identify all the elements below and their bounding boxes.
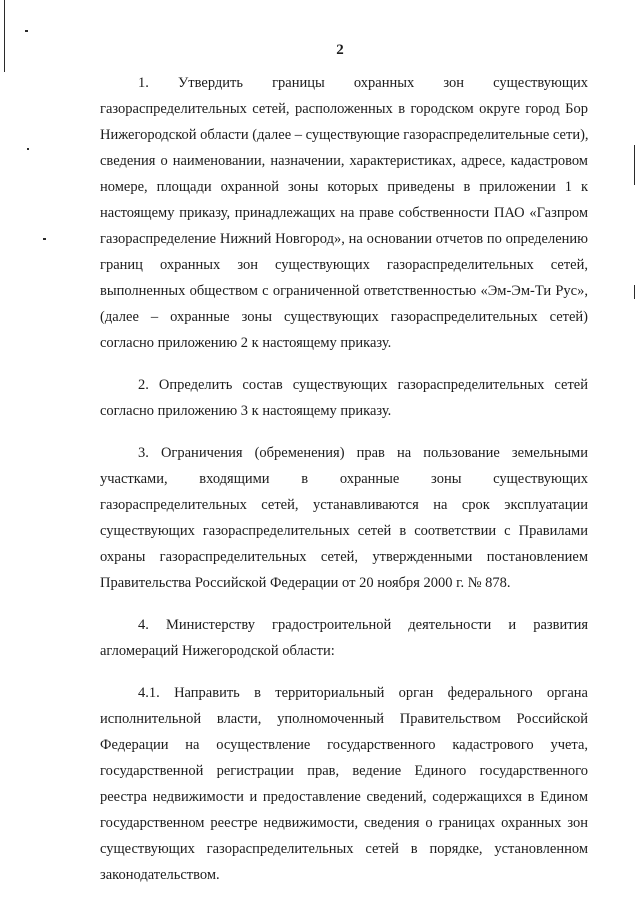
scan-margin-line — [4, 0, 5, 72]
text-line: номере, площади охранной зоны которых приведены в приложении 1 к — [100, 179, 588, 195]
paragraph-3 — [100, 440, 588, 596]
scan-speck — [43, 238, 46, 240]
text-line: газораспределительных сетей, устанавливаются на срок эксплуатации — [100, 497, 588, 513]
text-line: государственном реестре недвижимости, сведения о границах охранных зон — [100, 815, 588, 831]
text-line: согласно приложению 3 к настоящему приказу. — [100, 403, 392, 419]
scan-margin-line — [634, 145, 635, 185]
scan-margin-line — [634, 285, 635, 299]
text-line: сведения о наименовании, назначении, характеристиках, адресе, кадастровом — [100, 153, 588, 169]
scan-speck — [25, 30, 28, 32]
text-line: Правительства Российской Федерации от 20 ноября 2000 г. № 878. — [100, 575, 511, 591]
text-line: 2. Определить состав существующих газораспределительных сетей — [138, 377, 588, 393]
text-line: настоящему приказу, принадлежащих на праве собственности ПАО «Газпром — [100, 205, 588, 221]
text-line: исполнительной власти, уполномоченный Правительством Российской — [100, 711, 588, 727]
paragraph-1 — [100, 70, 588, 356]
paragraph-4 — [100, 612, 588, 664]
text-line: 4. Министерству градостроительной деятельности и развития — [138, 617, 588, 633]
text-line: агломераций Нижегородской области: — [100, 643, 335, 659]
scan-speck — [27, 148, 29, 150]
text-line: границ охранных зон существующих газораспределительных сетей, — [100, 257, 588, 273]
text-line: 3. Ограничения (обременения) прав на пользование земельными — [138, 445, 588, 461]
text-line: газораспределительных сетей, расположенных в городском округе город Бор — [100, 101, 588, 117]
text-line: реестра недвижимости и предоставление сведений, содержащихся в Едином — [100, 789, 588, 805]
text-line: участками, входящими в охранные зоны существующих — [100, 471, 588, 487]
text-line: (далее – охранные зоны существующих газораспределительных сетей) — [100, 309, 588, 325]
text-line: 1. Утвердить границы охранных зон существующих — [138, 75, 588, 91]
text-line: государственной регистрации прав, ведение Единого государственного — [100, 763, 588, 779]
text-line: Федерации на осуществление государственного кадастрового учета, — [100, 737, 588, 753]
text-line: согласно приложению 2 к настоящему приказу. — [100, 335, 392, 351]
text-line: газораспределение Нижний Новгород», на основании отчетов по определению — [100, 231, 588, 247]
paragraph-4-1 — [100, 680, 588, 888]
text-line: законодательством. — [100, 867, 220, 883]
document-body — [100, 70, 588, 904]
text-line: выполненных обществом с ограниченной ответственностью «Эм-Эм-Ти Рус», — [100, 283, 588, 299]
paragraph-2 — [100, 372, 588, 424]
text-line: существующих газораспределительных сетей в порядке, установленном — [100, 841, 588, 857]
text-line: Нижегородской области (далее – существующие газораспределительные сети), — [100, 127, 589, 143]
page-number: 2 — [336, 42, 344, 58]
text-line: 4.1. Направить в территориальный орган федерального органа — [138, 685, 588, 701]
text-line: охраны газораспределительных сетей, утвержденными постановлением — [100, 549, 588, 565]
text-line: существующих газораспределительных сетей в соответствии с Правилами — [100, 523, 588, 539]
